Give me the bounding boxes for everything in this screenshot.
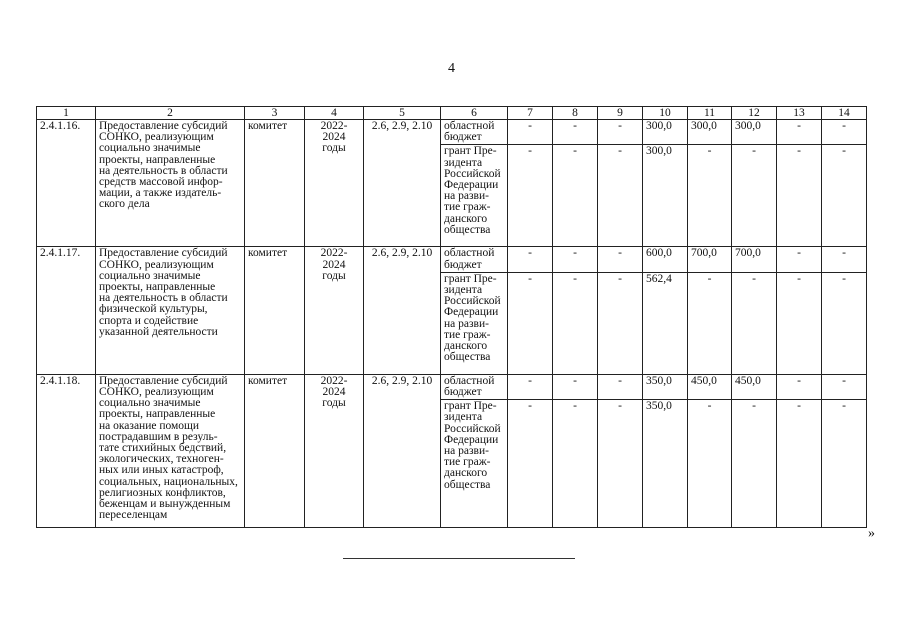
column-number-cell: 3 [245, 107, 305, 120]
column-number-cell: 12 [732, 107, 777, 120]
value-cell: - [777, 145, 822, 247]
value-cell: - [777, 247, 822, 272]
column-number-row [37, 107, 867, 120]
item-description-cell: Предоставление субсидий СОНКО, реализующим социально значимые проекты, направленные на деятельность в области средств массовой инфор- мации, а также издатель- ского дела [96, 120, 245, 247]
value-cell: - [732, 272, 777, 374]
value-cell: 350,0 [643, 374, 688, 399]
item-description-cell: Предоставление субсидий СОНКО, реализующим социально значимые проекты, направленные на деятельность в области физической культуры, спорта и содействие указанной деятельности [96, 247, 245, 374]
value-cell: 562,4 [643, 272, 688, 374]
value-cell: - [777, 374, 822, 399]
value-cell: 700,0 [732, 247, 777, 272]
item-executor-cell: комитет [245, 374, 305, 527]
value-cell: - [777, 272, 822, 374]
value-cell: - [508, 145, 553, 247]
value-cell: - [508, 247, 553, 272]
value-cell: - [553, 145, 598, 247]
value-cell: - [598, 120, 643, 145]
closing-quote-mark: » [868, 526, 875, 541]
table-row [37, 120, 867, 145]
value-cell: - [688, 400, 732, 528]
item-period-cell: 2022- 2024 годы [305, 247, 364, 374]
value-cell: - [553, 272, 598, 374]
value-cell: 600,0 [643, 247, 688, 272]
footnote-divider [343, 558, 575, 559]
funding-source-cell: областной бюджет [441, 247, 508, 272]
column-number-cell: 6 [441, 107, 508, 120]
value-cell: - [822, 374, 867, 399]
value-cell: - [553, 247, 598, 272]
funding-source-cell: областной бюджет [441, 374, 508, 399]
value-cell: - [732, 400, 777, 528]
value-cell: - [822, 247, 867, 272]
value-cell: 300,0 [643, 145, 688, 247]
value-cell: - [553, 120, 598, 145]
column-number-cell: 4 [305, 107, 364, 120]
value-cell: - [508, 272, 553, 374]
item-description-cell: Предоставление субсидий СОНКО, реализующим социально значимые проекты, направленные на оказание помощи пострадавшим в резуль- тате стихийных бедствий, экологических, техноген- ных или иных катастроф, социальных, национальных, религиозных конфликтов, беженцам и вынужденным переселенцам [96, 374, 245, 527]
value-cell: - [732, 145, 777, 247]
value-cell: - [822, 400, 867, 528]
value-cell: 450,0 [732, 374, 777, 399]
column-number-cell: 10 [643, 107, 688, 120]
value-cell: - [598, 145, 643, 247]
value-cell: - [553, 374, 598, 399]
value-cell: 450,0 [688, 374, 732, 399]
table-row [37, 247, 867, 272]
item-code-cell: 2.4.1.17. [37, 247, 96, 374]
item-period-cell: 2022- 2024 годы [305, 120, 364, 247]
value-cell: - [822, 145, 867, 247]
value-cell: - [598, 247, 643, 272]
column-number-cell: 14 [822, 107, 867, 120]
column-number-cell: 1 [37, 107, 96, 120]
value-cell: - [508, 374, 553, 399]
column-number-cell: 9 [598, 107, 643, 120]
value-cell: - [822, 272, 867, 374]
column-number-cell: 13 [777, 107, 822, 120]
value-cell: - [508, 400, 553, 528]
column-number-cell: 5 [364, 107, 441, 120]
item-executor-cell: комитет [245, 120, 305, 247]
funding-source-cell: областной бюджет [441, 120, 508, 145]
value-cell: 300,0 [688, 120, 732, 145]
item-code-cell: 2.4.1.18. [37, 374, 96, 527]
value-cell: - [598, 374, 643, 399]
value-cell: 300,0 [643, 120, 688, 145]
item-code-cell: 2.4.1.16. [37, 120, 96, 247]
value-cell: - [688, 145, 732, 247]
value-cell: - [777, 120, 822, 145]
page-number: 4 [448, 61, 455, 76]
value-cell: - [508, 120, 553, 145]
funding-source-cell: грант Пре- зидента Российской Федерации на разви- тие граж- данского общества [441, 400, 508, 528]
value-cell: - [598, 272, 643, 374]
program-activities-table [36, 106, 867, 528]
funding-source-cell: грант Пре- зидента Российской Федерации на разви- тие граж- данского общества [441, 145, 508, 247]
table-row [37, 374, 867, 399]
item-indicators-cell: 2.6, 2.9, 2.10 [364, 374, 441, 527]
item-executor-cell: комитет [245, 247, 305, 374]
value-cell: 350,0 [643, 400, 688, 528]
value-cell: - [777, 400, 822, 528]
value-cell: 300,0 [732, 120, 777, 145]
column-number-cell: 7 [508, 107, 553, 120]
column-number-cell: 2 [96, 107, 245, 120]
value-cell: - [598, 400, 643, 528]
item-period-cell: 2022- 2024 годы [305, 374, 364, 527]
value-cell: 700,0 [688, 247, 732, 272]
item-indicators-cell: 2.6, 2.9, 2.10 [364, 247, 441, 374]
value-cell: - [553, 400, 598, 528]
column-number-cell: 8 [553, 107, 598, 120]
value-cell: - [822, 120, 867, 145]
funding-source-cell: грант Пре- зидента Российской Федерации на разви- тие граж- данского общества [441, 272, 508, 374]
value-cell: - [688, 272, 732, 374]
item-indicators-cell: 2.6, 2.9, 2.10 [364, 120, 441, 247]
column-number-cell: 11 [688, 107, 732, 120]
